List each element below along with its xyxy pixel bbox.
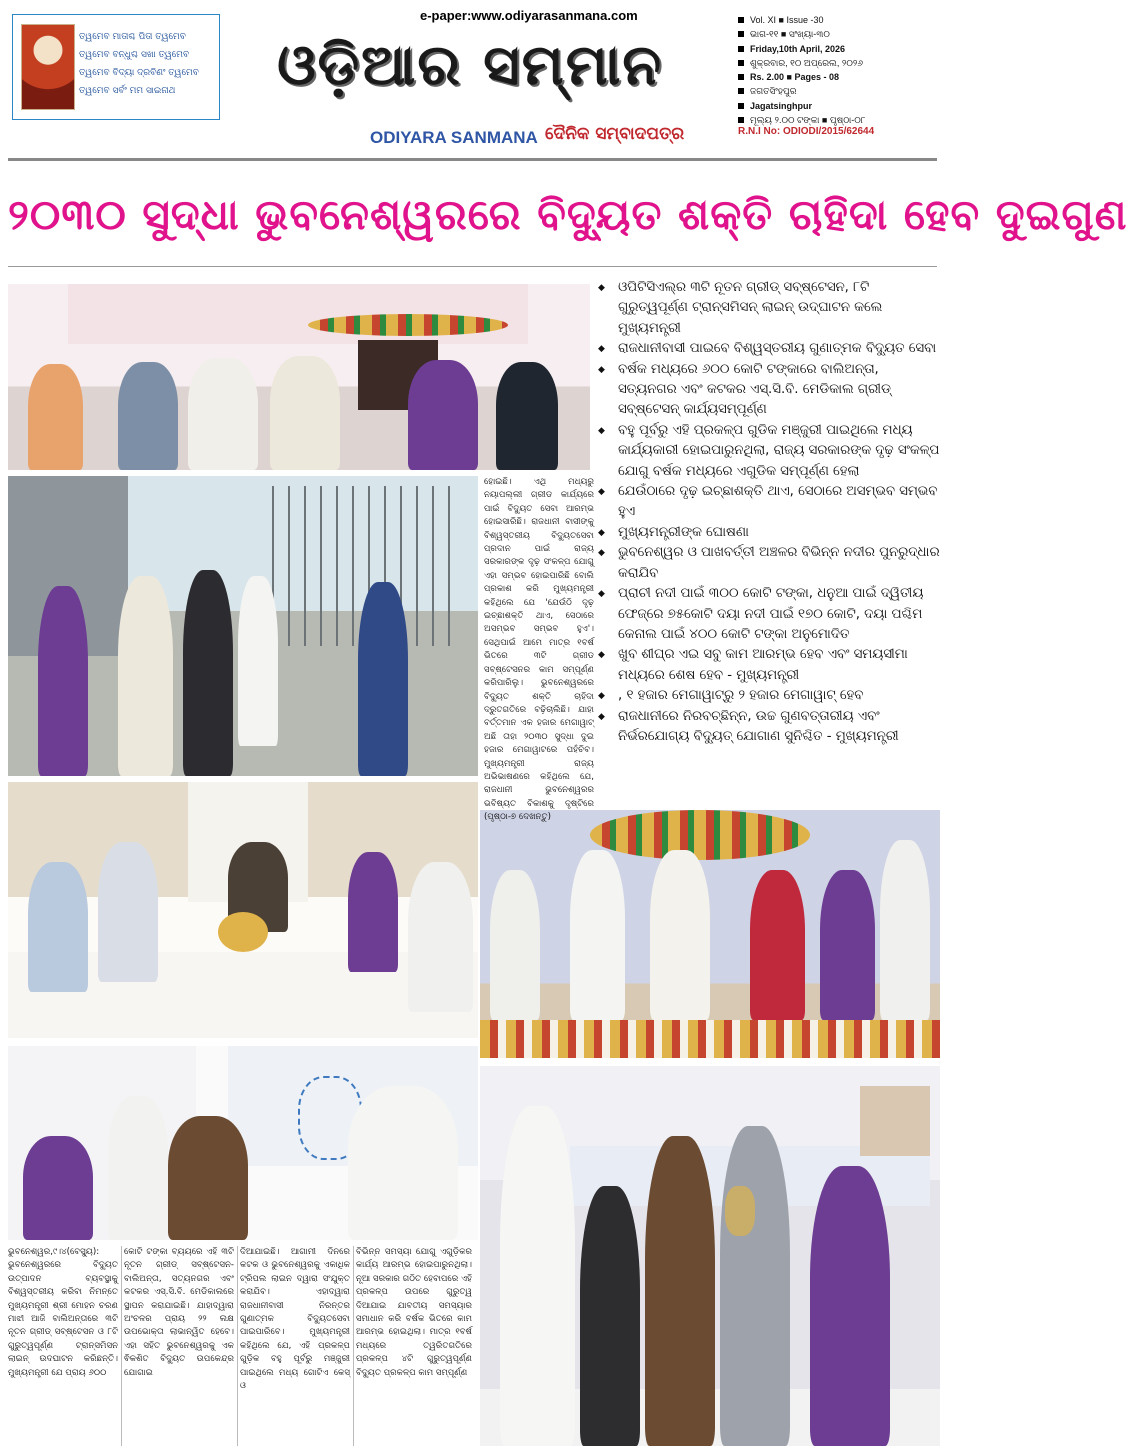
person xyxy=(408,360,478,470)
prayer-line: ତ୍ୱମେବ ବିଦ୍ୟା ଦ୍ରବିଣଂ ତ୍ୱମେବ xyxy=(79,68,199,78)
photo-banner xyxy=(68,284,528,344)
person xyxy=(38,586,88,776)
person xyxy=(118,362,178,470)
garland xyxy=(308,314,508,336)
person xyxy=(358,582,408,776)
highlight-item: ◆ ବହୁ ପୂର୍ବରୁ ଏହି ପ୍ରକଳ୍ପ ଗୁଡିକ ମଞ୍ଜୁରୀ ପାଇଥିଲେ ମଧ୍ୟ କାର୍ଯ୍ୟକାରୀ ହୋଇପାରୁନଥିଲା, ରାଜ୍ୟ ସରକାରଙ୍କ ଦୃଢ଼ ସଂକଳ୍ପ ଯୋଗୁ ବର୍ଷକ ମଧ୍ୟରେ ଏଗୁଡିକ ସମ୍ପୂର୍ଣ୍ଣ ହେଲା xyxy=(596,421,940,482)
column-rule xyxy=(237,1246,238,1446)
substation-walk-photo xyxy=(8,476,478,776)
headline-divider xyxy=(8,266,937,267)
prayer-box xyxy=(12,14,220,120)
article-column: ଭୁବନେଶ୍ୱର,୯।୪(ବେସ୍ୟୁ): ଭୁବନେଶ୍ୱରରେ ବିଦ୍ୟୁତ ଉତ୍ପାଦନ ବ୍ୟବସ୍ଥାକୁ ବିଶ୍ୱସ୍ତରୀୟ କରିବା ନିମନ୍ତେ ମୁଖ୍ୟମନ୍ତ୍ରୀ ଶ୍ରୀ ମୋହନ ଚରଣ ମାଝୀ ଆଜି ବାଲିଅନ୍ତାରେ ୩ଟି ନୂତନ ଗ୍ରୀଡ୍ ସବ୍‌ଷ୍ଟେସନ ଓ ୮ଟି ଗୁରୁତ୍ୱପୂର୍ଣ୍ଣ ଟ୍ରାନ୍ସମିସନ ଲାଇନ୍ ଉଦଘାଟନ କରିଛନ୍ତି। ମୁଖ୍ୟମନ୍ତ୍ରୀ ଯେ ପ୍ରାୟ ୬୦୦ xyxy=(8,1247,118,1378)
article-column: ଦିଆଯାଇଛି। ଆଗାମୀ ଦିନରେ କଟକ ଓ ଭୁବନେଶ୍ୱରକୁ ଏକାଧିକ ଟ୍ରିପଲ ଲାଇନ ଦ୍ୱାରା ସଂଯୁକ୍ତ କରାଯିବ। ଏହାଦ୍ୱାରା ରାଜଧାନୀବାସୀ ନିରନ୍ତର ଗୁଣାତ୍ମକ ବିଦ୍ୟୁତସେବା ପାଇପାରିବେ। ମୁଖ୍ୟମନ୍ତ୍ରୀ କହିଥିଲେ ଯେ, ଏହି ପ୍ରକଳ୍ପ ଗୁଡ଼ିକ ବହୁ ପୂର୍ବରୁ ମଞ୍ଜୁରୀ ପାଇଥିଲେ ମଧ୍ୟ ଗୋଟିଏ କେସ୍ ଓ xyxy=(240,1247,350,1392)
highlight-item: ◆ ରାଜଧାନୀରେ ନିରବଚ୍ଛିନ୍ନ, ଉଚ୍ଚ ଗୁଣବତ୍ତାରୀୟ ଏବଂ ନିର୍ଭରଯୋଗ୍ୟ ବିଦ୍ୟୁତ୍ ଯୋଗାଣ ସୁନିଶ୍ଚିତ - ମୁଖ୍ୟମନ୍ତ୍ରୀ xyxy=(596,707,940,748)
newspaper-name-english: ODIYARA SANMANA xyxy=(370,128,538,147)
person xyxy=(500,1106,575,1446)
person xyxy=(880,840,930,1020)
person xyxy=(810,1166,890,1446)
prayer-line: ତ୍ୱମେବ ମାତାଶ୍ଚ ପିତା ତ୍ୱମେବ xyxy=(79,32,186,42)
highlight-item: ◆ ରାଜଧାନୀବାସୀ ପାଇବେ ବିଶ୍ୱସ୍ତରୀୟ ଗୁଣାତ୍ମକ ବିଦ୍ୟୁତ ସେବା xyxy=(596,339,940,359)
article-column: କୋଟି ଟଙ୍କା ବ୍ୟୟରେ ଏହି ୩ଟି ନୂତନ ଗ୍ରୀଡ୍ ସବ୍‌ଷ୍ଟେସନ- ବାଲିଅନ୍ତା, ସତ୍ୟନଗର ଏବଂ କଟକର ଏସ୍.ସି.ବି. ମେଡିକାଲରେ ସ୍ଥାପନ କରାଯାଇଛି। ଯାହାଦ୍ୱାରା ଅଂଚଳର ପ୍ରାୟ ୨୨ ଲକ୍ଷ ଉପଭୋକ୍ତା ଲାଭାନ୍ୱିତ ହେବେ। ଏହା ସହିତ ଭୁବନେଶ୍ୱରକୁ ଏକ ଵିକଶିତ ବିଦ୍ୟୁତ ଉପକେନ୍ଦ୍ର ଯୋଗାଇ xyxy=(124,1247,234,1378)
person xyxy=(348,852,398,972)
award-trophy xyxy=(725,1186,755,1236)
highlight-item: ◆ ଭୁବନେଶ୍ୱର ଓ ପାଖବର୍ତ୍ତୀ ଅଞ୍ଚଳର ବିଭିନ୍ନ ନଦୀର ପୁନରୁଦ୍ଧାର କରାଯିବ xyxy=(596,543,940,584)
portrait-banner xyxy=(860,1086,930,1156)
highlights-list xyxy=(596,278,940,747)
meta-row: ଜଗତସିଂହପୁର xyxy=(738,84,938,98)
transmission-tower xyxy=(258,486,458,646)
article-column-continued: ହୋଇଛି। ଏଥି ମଧ୍ୟରୁ ନୟାପଲ୍ଲୀ ଗ୍ରୀଡ କାର୍ଯ୍ୟରେ ପାଇଁ ବିଦ୍ୟୁତ ସେବା ଆରମ୍ଭ ହୋଇସାରିଛି। ରାଜଧାନୀ ବାସୀଙ୍କୁ ବିଶ୍ୱସ୍ତରୀୟ ବିଦ୍ୟୁତସେବା ପ୍ରଦାନ ପାଇଁ ରାଜ୍ୟ ସରକାରଙ୍କ ଦୃଢ଼ ସଂକଳ୍ପ ଯୋଗୁ ଏହା ସମ୍ଭବ ହୋଇପାରିଛି ବୋଲି ପ୍ରକାଶ କରି ମୁଖ୍ୟମନ୍ତ୍ରୀ କହିଥିଲେ ଯେ 'ଯେଉଁଠି ଦୃଢ଼ ଇଚ୍ଛାଶକ୍ତି ଥାଏ, ସେଠାରେ ଅସମ୍ଭବ ସମ୍ଭବ ହୁଏ'। ସେଥିପାଇଁ ଆମେ ମାତ୍ର ୧ବର୍ଷ ଭିତରେ ୩ଟି ଗ୍ରୀଡ ସବ୍‌ଷ୍ଟେସନର କାମ ସମ୍ପୂର୍ଣ୍ଣ କରିପାରିଲୁ। ଭୁବନେଶ୍ୱରରେ ବିଦ୍ୟୁତ ଶକ୍ତି ଚାହିଦା ଦ୍ରୁତଗତିରେ ବଢ଼ିଚାଲିଛି। ଯାହା ବର୍ତ୍ତମାନ ଏକ ହଜାର ମେଗାୱାଟ୍ ଅଛି ତାହା ୨୦୩୦ ସୁଦ୍ଧା ଦୁଇ ହଜାର ମେଗାୱାଟରେ ପହଁଚିବ। ମୁଖ୍ୟମନ୍ତ୍ରୀ ରାଜ୍ୟ ଅଭିଭାଷଣରେ କହିଥିଲେ ଯେ, ରାଜଧାନୀ ଭୁବନେଶ୍ୱରର ଭବିଷ୍ୟତ ବିକାଶକୁ ଦୃଷ୍ଟିରେ (ପୃଷ୍ଠା-୭ ଦେଖନ୍ତୁ) xyxy=(484,477,594,823)
person xyxy=(23,1136,93,1240)
meta-row: ମୂଲ୍ୟ ୨.୦୦ ଟଙ୍କା ■ ପୃଷ୍ଠା-୦୮ xyxy=(738,113,938,127)
meta-row: Friday,10th April, 2026 xyxy=(738,42,938,56)
person xyxy=(238,576,278,746)
meta-row: ଭାଗ-୧୧ ■ ସଂଖ୍ୟା-୩୦ xyxy=(738,27,938,41)
person xyxy=(490,870,540,1020)
issue-meta xyxy=(738,13,938,127)
person xyxy=(408,862,473,1012)
epaper-url[interactable]: e-paper:www.odiyarasanmana.com xyxy=(420,8,638,23)
meeting-photo xyxy=(8,782,478,1038)
flower-bouquet xyxy=(218,912,268,952)
meta-row: ଶୁକ୍ରବାର, ୧୦ ଅପ୍ରେଲ, ୨୦୨୬ xyxy=(738,56,938,70)
person xyxy=(28,862,88,992)
person xyxy=(645,1136,715,1446)
newspaper-logo: ଓଡ଼ିଆର ସମ୍ମାନ xyxy=(277,32,663,98)
person xyxy=(98,842,158,982)
highlight-item: ◆ ବର୍ଷକ ମଧ୍ୟରେ ୬୦୦ କୋଟି ଟଙ୍କାରେ ବାଲିଅନ୍ତା, ସତ୍ୟନଗର ଏବଂ କଟକର ଏସ୍.ସି.ବି. ମେଡିକାଲ ଗ୍ରୀଡ୍ ସବ୍‌ଷ୍ଟେସନ୍ କାର୍ଯ୍ୟସମ୍ପୂର୍ଣ୍ଣ xyxy=(596,360,940,421)
meta-row: Rs. 2.00 ■ Pages - 08 xyxy=(738,70,938,84)
flower-decoration xyxy=(480,1020,940,1058)
map-briefing-photo xyxy=(8,1046,478,1240)
person xyxy=(270,356,340,470)
prayer-line: ତ୍ୱମେବ ସର୍ବଂ ମମ ସାଇନାଥ xyxy=(79,86,176,96)
person xyxy=(108,1096,168,1240)
meta-row: Vol. XI ■ Issue -30 xyxy=(738,13,938,27)
sai-baba-photo xyxy=(21,24,75,110)
person xyxy=(168,1116,248,1240)
article-column: ବିଭିନ୍ନ ସମସ୍ୟା ଯୋଗୁ ଏଗୁଡ଼ିକର କାର୍ଯ୍ୟ ଆରମ୍ଭ ହୋଇପାରୁନଥିଲା। ନୂଆ ସରକାର ଗଠିତ ହେବାପରେ ଏହି ପ୍ରକଳ୍ପ ଉପରେ ଗୁରୁତ୍ୱ ଦିଆଯାଇ ଯାବତୀୟ ସମସ୍ୟାର ସମାଧାନ କରି ବର୍ଷକ ଭିତରେ କାମ ଆରମ୍ଭ ହୋଇଥିଲା। ମାତ୍ର ୧ବର୍ଷ ମଧ୍ୟରେ ତ୍ୱରିତଗତିରେ ପ୍ରକଳ୍ପ ୪ଟି ଗୁରୁତ୍ୱପୂର୍ଣ୍ଣ ବିଦ୍ୟୁତ ପ୍ରକଳ୍ପ କାମ ସମ୍ପୂର୍ଣ୍ଣ xyxy=(356,1247,473,1378)
person xyxy=(820,870,875,1020)
highlight-item: ◆ ମୁଖ୍ୟମନ୍ତ୍ରୀଙ୍କ ଘୋଷଣା xyxy=(596,523,940,543)
person xyxy=(348,1086,458,1240)
highlight-item: ◆ ଯେଉଁଠାରେ ଦୃଢ଼ ଇଚ୍ଛାଶକ୍ତି ଥାଏ, ସେଠାରେ ଅସମ୍ଭବ ସମ୍ଭବ ହୁଏ xyxy=(596,482,940,523)
garland xyxy=(590,810,810,860)
prayer-line: ତ୍ୱମେବ ବନ୍ଧୁଶ୍ଚ ସଖା ତ୍ୱମେବ xyxy=(79,50,190,60)
person xyxy=(28,364,83,470)
person xyxy=(720,1126,790,1446)
person xyxy=(650,850,710,1020)
person xyxy=(188,358,258,470)
person xyxy=(496,362,558,470)
highlight-item: ◆ , ୧ ହଜାର ମେଗାୱାଟ୍‌ରୁ ୨ ହଜାର ମେଗାୱାଟ୍ ହେବ xyxy=(596,686,940,706)
main-headline: ୨୦୩୦ ସୁଦ୍ଧା ଭୁବନେଶ୍ୱରରେ ବିଦ୍ୟୁତ ଶକ୍ତି ଚାହିଦା ହେବ ଦୁଇଗୁଣ xyxy=(8,190,1128,239)
newspaper-tagline: ଦୈନିକ ସମ୍ବାଦପତ୍ର xyxy=(545,124,685,144)
person xyxy=(118,576,173,776)
ceremony-photo xyxy=(480,810,940,1058)
highlight-item: ◆ ଓପିଟିସିଏଲ୍‌ର ୩ଟି ନୂତନ ଗ୍ରୀଡ୍ ସବ୍‌ଷ୍ଟେସନ, ୮ଟି ଗୁରୁତ୍ୱପୂର୍ଣ୍ଣ ଟ୍ରାନ୍ସମିସନ୍ ଲାଇନ୍ ଉଦ୍‌ଘାଟନ କଲେ ମୁଖ୍ୟମନ୍ତ୍ରୀ xyxy=(596,278,940,339)
award-photo xyxy=(480,1066,940,1446)
masthead-divider xyxy=(8,158,937,161)
person xyxy=(183,570,233,776)
highlight-item: ◆ ଖୁବ ଶୀଘ୍ର ଏଇ ସବୁ କାମ ଆରମ୍ଭ ହେବ ଏବଂ ସମୟସୀମା ମଧ୍ୟରେ ଶେଷ ହେବ - ମୁଖ୍ୟମନ୍ତ୍ରୀ xyxy=(596,645,940,686)
column-rule xyxy=(121,1246,122,1446)
column-rule xyxy=(353,1246,354,1446)
person xyxy=(750,870,805,1020)
rni-number: R.N.I No: ODIODI/2015/62644 xyxy=(738,126,875,137)
person xyxy=(580,1186,640,1446)
meta-row: Jagatsinghpur xyxy=(738,99,938,113)
person xyxy=(570,850,625,1020)
highlight-item: ◆ ପ୍ରାଚୀ ନଦୀ ପାଇଁ ୩୦୦ କୋଟି ଟଙ୍କା, ଧନୁଆ ପାଇଁ ଦ୍ୱିତୀୟ ଫେଜ୍‌ରେ ୭୫କୋଟି ଦୟା ନଦୀ ପାଇଁ ୧୭୦ କୋଟି, ଦୟା ପଶ୍ଚିମ କେନାଲ ପାଇଁ ୪୦୦ କୋଟି ଟଙ୍କା ଅନୁମୋଦିତ xyxy=(596,584,940,645)
inauguration-photo xyxy=(8,284,590,470)
